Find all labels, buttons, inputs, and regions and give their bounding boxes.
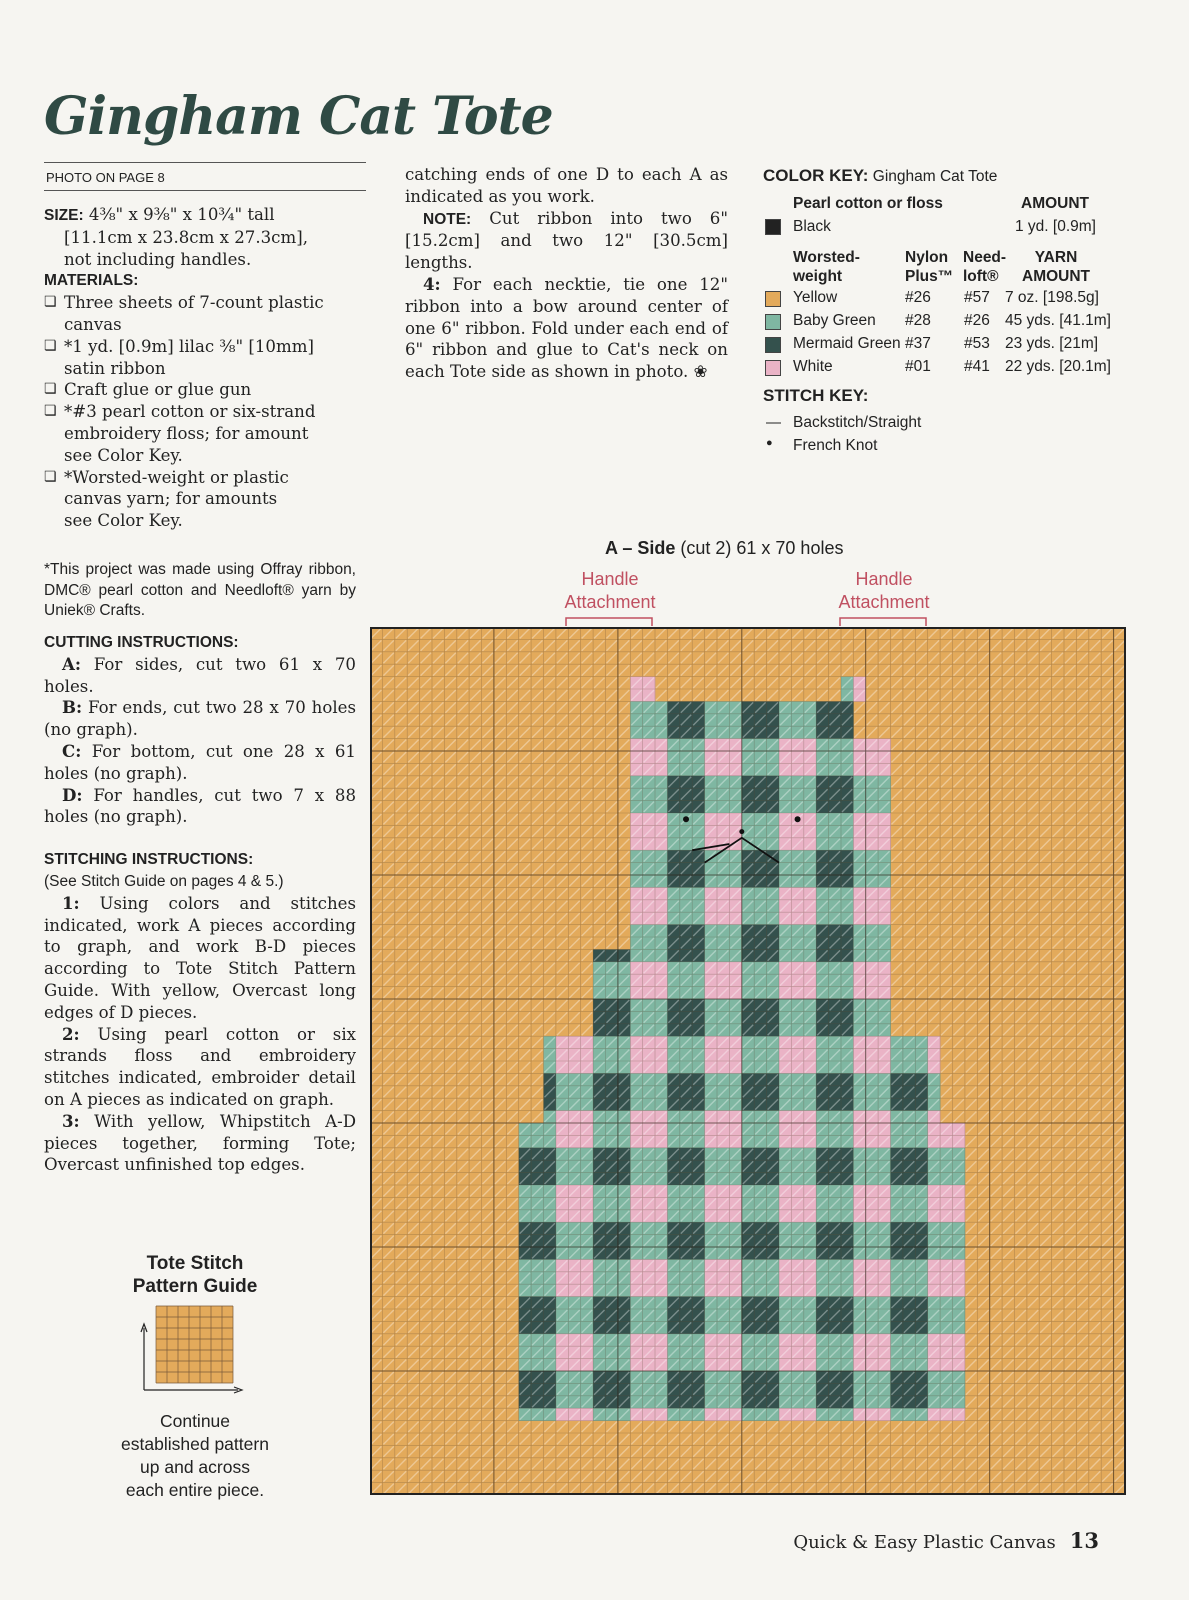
guide-cell [156, 1328, 167, 1339]
note-text: Cut ribbon into two 6" [15.2cm] and two 12" [30.5cm] lengths. [405, 208, 728, 273]
cutting-list [44, 654, 356, 828]
head-nylon: Nylon Plus™ [905, 249, 954, 285]
yarn-swatch [765, 337, 781, 353]
materials-label: MATERIALS: [44, 272, 139, 290]
note-label: NOTE: [423, 210, 472, 228]
guide-cell [167, 1350, 178, 1361]
guide-cell [156, 1317, 167, 1328]
yarn-name: Yellow [793, 289, 838, 306]
guide-cell [222, 1317, 233, 1328]
stitch-key-item: French Knot [793, 437, 878, 454]
material-item: ❏ Craft glue or glue gun [44, 380, 252, 400]
french-knot-icon: ● [766, 437, 773, 449]
stitching-list [44, 893, 356, 1176]
guide-cell [167, 1317, 178, 1328]
guide-cell [222, 1361, 233, 1372]
step4-text: For each necktie, tie one 12" ribbon into a bow around center of one 6" ribbon. Fold under each end of 6" ribbon and glue to Cat's neck on each Tote side as shown in photo. [405, 274, 728, 382]
yarn-amount: 23 yds. [21m] [1005, 335, 1099, 352]
stitching-label: STITCHING INSTRUCTIONS: [44, 851, 254, 869]
left-column [44, 204, 362, 532]
yarn-needloft: #53 [964, 335, 990, 352]
size-metric: [11.1cm x 23.8cm x 27.3cm], [64, 227, 308, 247]
middle-column [405, 164, 728, 383]
guide-cell [200, 1317, 211, 1328]
yarn-name: Mermaid Green [793, 335, 901, 352]
guide-cell [189, 1328, 200, 1339]
handle-label-left: Handle Attachment [564, 569, 656, 612]
stitch-key-label: STITCH KEY: [763, 386, 869, 405]
yarn-swatch [765, 314, 781, 330]
guide-cell [178, 1361, 189, 1372]
guide-cell [167, 1361, 178, 1372]
pearl-amount: 1 yd. [0.9m] [1015, 218, 1096, 235]
guide-cell [222, 1328, 233, 1339]
guide-cell [167, 1306, 178, 1317]
color-key-name: Gingham Cat Tote [872, 168, 998, 185]
guide-cell [178, 1317, 189, 1328]
yarn-nylon: #26 [905, 289, 931, 306]
guide-cell [200, 1306, 211, 1317]
cutting-item: D: For handles, cut two 7 x 88 holes (no graph). [44, 784, 357, 827]
divider [44, 162, 366, 163]
eye-knot [795, 816, 801, 822]
guide-cell [178, 1339, 189, 1350]
yarn-amount: 45 yds. [41.1m] [1005, 312, 1111, 329]
yarn-nylon: #01 [905, 358, 931, 375]
checkbox-icon: ❏ [44, 468, 57, 485]
guide-cell [200, 1361, 211, 1372]
amount-head: AMOUNT [1021, 195, 1090, 212]
graph-title: A – Side (cut 2) 61 x 70 holes [605, 538, 844, 558]
guide-cell [211, 1339, 222, 1350]
materials-list [44, 292, 362, 532]
guide-cell [189, 1350, 200, 1361]
publication-name: Quick & Easy Plastic Canvas [793, 1532, 1056, 1553]
guide-cell [178, 1328, 189, 1339]
guide-cell [222, 1350, 233, 1361]
guide-cell [167, 1372, 178, 1383]
guide-cell [222, 1372, 233, 1383]
page-number: 13 [1069, 1528, 1099, 1553]
guide-cell [211, 1361, 222, 1372]
guide-cell [211, 1350, 222, 1361]
guide-cell [178, 1350, 189, 1361]
size-label: SIZE: [44, 207, 84, 224]
black-swatch [765, 219, 781, 235]
checkbox-icon: ❏ [44, 294, 57, 311]
yarn-needloft: #26 [964, 312, 990, 329]
guide-cell [156, 1350, 167, 1361]
stitching-step: 1: Using colors and stitches indicated, work A pieces according to graph, and work B-D pieces according to Tote Stitch Pattern Guide. With yellow, Overcast long edges of D pieces. [44, 892, 356, 1022]
cat-stitch-graph [370, 627, 1126, 1495]
guide-cell [200, 1350, 211, 1361]
checkbox-icon: ❏ [44, 403, 57, 420]
stitch-key-item: Backstitch/Straight [793, 414, 922, 431]
yarn-nylon: #28 [905, 312, 931, 329]
yarn-needloft: #41 [964, 358, 990, 375]
yarn-amount: 7 oz. [198.5g] [1005, 289, 1099, 306]
cutting-item: B: For ends, cut two 28 x 70 holes (no graph). [44, 697, 356, 740]
guide-cell [189, 1317, 200, 1328]
guide-cell [200, 1372, 211, 1383]
cutting-label: CUTTING INSTRUCTIONS: [44, 634, 239, 651]
pattern-guide-swatch [134, 1302, 244, 1398]
guide-cell [211, 1372, 222, 1383]
eye-knot [683, 816, 689, 822]
guide-cell [211, 1317, 222, 1328]
material-item: ❏ *Worsted-weight or plastic canvas yarn; for amounts see Color Key. [44, 467, 289, 531]
yarn-swatch [765, 291, 781, 307]
middle-lead: catching ends of one D to each A as indicated as you work. [405, 165, 728, 206]
guide-cell [178, 1306, 189, 1317]
stitching-step: 2: Using pearl cotton or six strands floss and embroidery stitches indicated, embroider detail on A pieces as indicated on graph. [44, 1023, 356, 1109]
guide-caption: Continue established pattern up and across each entire piece. [121, 1411, 269, 1500]
photo-reference: PHOTO ON PAGE 8 [46, 170, 165, 185]
pearl-name: Black [793, 218, 831, 235]
divider [44, 190, 366, 191]
instructions-column [44, 632, 356, 1176]
head-yarn: YARN AMOUNT [1022, 249, 1091, 285]
guide-cell [200, 1339, 211, 1350]
material-item: ❏ *1 yd. [0.9m] lilac ⅜" [10mm] satin ribbon [44, 336, 314, 378]
size-block [44, 204, 362, 270]
head-worsted: Worsted- weight [793, 249, 860, 285]
size-text: 4⅜" x 9⅜" x 10¾" tall [88, 205, 275, 224]
color-key-label: COLOR KEY: [763, 166, 869, 185]
nose-knot [739, 829, 744, 834]
checkbox-icon: ❏ [44, 381, 57, 398]
guide-cell [189, 1361, 200, 1372]
guide-cell [178, 1372, 189, 1383]
guide-cell [156, 1372, 167, 1383]
guide-cell [156, 1306, 167, 1317]
guide-cell [222, 1339, 233, 1350]
guide-cell [156, 1361, 167, 1372]
guide-title: Tote Stitch Pattern Guide [132, 1253, 258, 1297]
handle-label-right: Handle Attachment [838, 569, 930, 612]
yarn-amount: 22 yds. [20.1m] [1005, 358, 1111, 375]
guide-cell [189, 1372, 200, 1383]
yarn-nylon: #37 [905, 335, 931, 352]
checkbox-icon: ❏ [44, 337, 57, 354]
cutting-item: C: For bottom, cut one 28 x 61 holes (no graph). [44, 740, 356, 783]
guide-cell [167, 1328, 178, 1339]
yarn-swatch [765, 360, 781, 376]
guide-cell [189, 1339, 200, 1350]
guide-cell [156, 1339, 167, 1350]
backstitch-icon: — [766, 414, 781, 431]
size-note: not including handles. [64, 249, 252, 269]
page-title: Gingham Cat Tote [44, 86, 553, 147]
color-key [763, 166, 1123, 186]
head-needloft: Need- loft® [963, 249, 1007, 285]
guide-cell [211, 1306, 222, 1317]
yarn-name: Baby Green [793, 312, 876, 329]
guide-cell [167, 1339, 178, 1350]
guide-cell [211, 1328, 222, 1339]
guide-cell [222, 1306, 233, 1317]
step4-label: 4: [423, 273, 441, 294]
guide-cell [189, 1306, 200, 1317]
material-item: ❏ Three sheets of 7-count plastic canvas [44, 293, 324, 334]
cutting-item: A: For sides, cut two 61 x 70 holes. [44, 653, 356, 696]
guide-cell [200, 1328, 211, 1339]
yarn-name: White [793, 358, 833, 375]
stitching-step: 3: With yellow, Whipstitch A-D pieces together, forming Tote; Overcast unfinished top edges. [44, 1110, 357, 1175]
yarn-needloft: #57 [964, 289, 990, 306]
credit-note: *This project was made using Offray ribbon, DMC® pearl cotton and Needloft® yarn by Uniek® Crafts. [44, 561, 356, 619]
stitching-sub: (See Stitch Guide on pages 4 & 5.) [44, 872, 284, 890]
footer [793, 1528, 1099, 1553]
end-mark-icon: ❀ [693, 362, 708, 382]
pearl-head: Pearl cotton or floss [793, 195, 943, 212]
material-item: ❏ *#3 pearl cotton or six-strand embroidery floss; for amount see Color Key. [44, 402, 316, 465]
